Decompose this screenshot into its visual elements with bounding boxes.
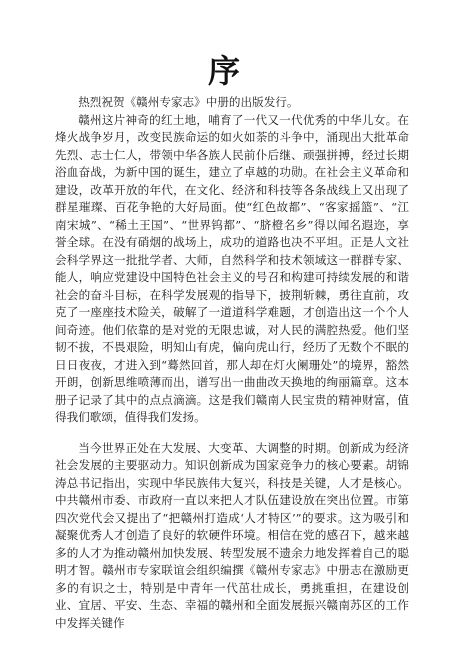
paragraph-3: 当今世界正处在大发展、大变革、大调整的时期。创新成为经济社会发展的主要驱动力。知识创新成为国家竞争力的核心要素。胡锦涛总书记指出，实现中华民族伟大复兴，科技是关键，人才是核心。中共赣州市委、市政府一直以来把人才队伍建设放在突出位置。市第四次党代会又提出了“把赣州打造成‘人才特区’”的要求。这为吸引和凝聚优秀人才创造了良好的软硬件环境。相信在党的感召下，越来越多的人才为推动赣州加快发展、转型发展不遗余力地发挥着自己的聪明才智。赣州市专家联谊会组织编撰《赣州专家志》中册志在激励更多的有识之士，特别是中青年一代茁壮成长，勇挑重担，在建设创业、宜居、平安、生态、幸福的赣州和全面发展振兴赣南苏区的工作中发挥关键作 bbox=[55, 440, 409, 630]
page-title: 序 bbox=[207, 52, 242, 90]
paragraph-1: 热烈祝贺《赣州专家志》中册的出版发行。 bbox=[78, 95, 299, 109]
document-body bbox=[55, 94, 409, 632]
paragraph-2: 赣州这片神奇的红土地，哺育了一代又一代优秀的中华儿女。在烽火战争岁月，改变民族命运的如火如荼的斗争中，涌现出大批革命先烈、志士仁人，带领中华各族人民前仆后继、顽强拼搏，经过长期浴血奋战，为新中国的诞生，建立了卓越的功勋。在社会主义革命和建设，改革开放的年代，在文化、经济和科技等各条战线上又出现了群星璀璨、百花争艳的大好局面。使“红色故都”、“客家摇篮”、“江南宋城”、“稀土王国”、“世界钨都”、“脐橙名乡”得以闻名遐迩，享誉全球。在没有硝烟的战场上，成功的道路也决不平坦。正是人文社会科学界这一批批学者、大师，自然科学和技术领域这一群群专家、能人，响应党建设中国特色社会主义的号召和构建可持续发展的和谐社会的奋斗目标，在科学发展观的指导下，披荆斩棘，勇往直前，攻克了一座座技术险关，破解了一道道科学难题，才创造出这一个个人间奇迹。他们依靠的是对党的无限忠诚，对人民的满腔热爱。他们坚韧不拔，不畏艰险，明知山有虎，偏向虎山行，经历了无数个不眠的日日夜夜，才进入到“蓦然回首，那人却在灯火阑珊处”的境界，豁然开朗，创新思维喷薄而出，谱写出一曲曲改天换地的绚丽篇章。这本册子记录了其中的点点滴滴。这是我们赣南人民宝贵的精神财富，值得我们歌颂，值得我们发扬。 bbox=[55, 112, 409, 424]
